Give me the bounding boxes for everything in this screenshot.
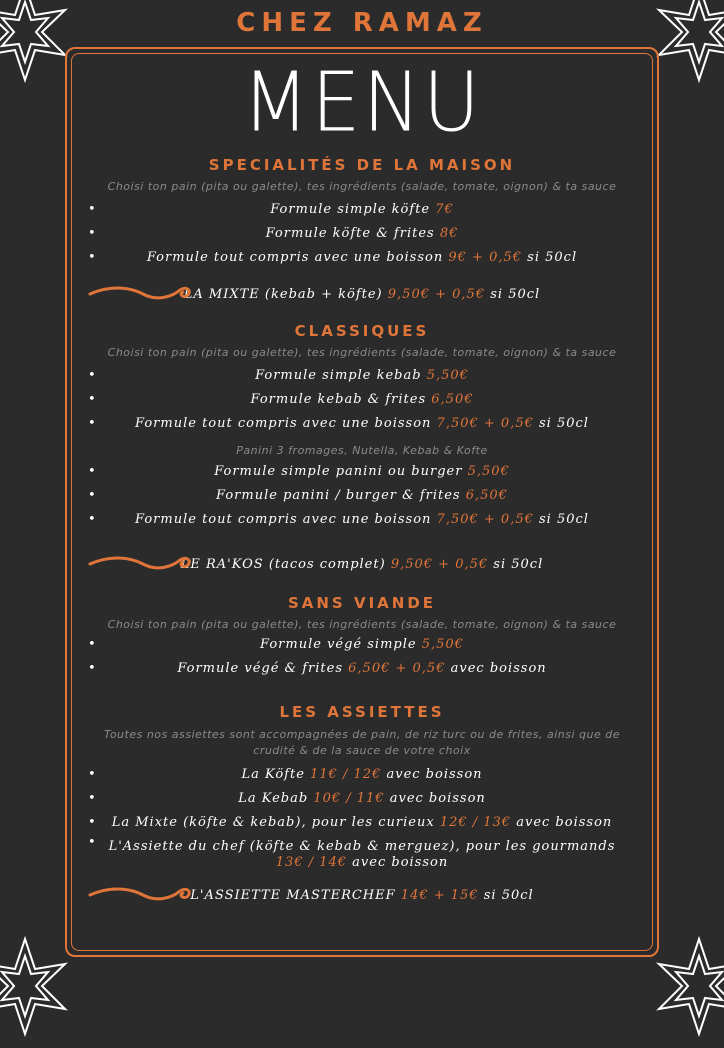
list-item: • Formule simple kebab 5,50€ (70, 364, 654, 388)
list-item: • Formule kebab & frites 6,50€ (70, 388, 654, 412)
section-specialites (70, 156, 654, 306)
list-item: • Formule simple köfte 7€ (70, 198, 654, 222)
list-item: • Formule tout compris avec une boisson 7,50€ + 0,5€ si 50cl (70, 412, 654, 436)
list-item: • Formule végé & frites 6,50€ + 0,5€ avec boisson (70, 657, 654, 681)
section-title: CLASSIQUES (294, 322, 430, 340)
page-title: MENU (241, 55, 483, 151)
section-title: SPECIALITÉS DE LA MAISON (208, 156, 516, 174)
list-item: • La Mixte (köfte & kebab), pour les curieux 12€ / 13€ avec boisson (70, 811, 654, 835)
swirl-ornament-icon (88, 282, 198, 304)
section-subtitle: Toutes nos assiettes sont accompagnées de pain, de riz turc ou de frites, ainsi que de crudité & de la sauce de votre choix (103, 728, 621, 757)
section-subtitle: Choisi ton pain (pita ou galette), tes ingrédients (salade, tomate, oignon) & ta sauce (107, 618, 617, 631)
swirl-ornament-icon (88, 552, 198, 574)
list-item: • Formule tout compris avec une boisson 9€ + 0,5€ si 50cl (70, 246, 654, 270)
list-item: • La Kebab 10€ / 11€ avec boisson (70, 787, 654, 811)
menu-content (70, 150, 654, 907)
corner-ornament-icon (654, 934, 724, 1044)
list-item: • Formule simple panini ou burger 5,50€ (70, 460, 654, 484)
section-subtitle: Choisi ton pain (pita ou galette), tes ingrédients (salade, tomate, oignon) & ta sauce (107, 180, 617, 193)
list-item: • Formule végé simple 5,50€ (70, 633, 654, 657)
corner-ornament-icon (0, 934, 70, 1044)
section-title: LES ASSIETTES (279, 703, 445, 721)
list-item: • Formule tout compris avec une boisson 7,50€ + 0,5€ si 50cl (70, 508, 654, 532)
restaurant-name: CHEZ RAMAZ (236, 8, 488, 38)
section-subtitle: Choisi ton pain (pita ou galette), tes ingrédients (salade, tomate, oignon) & ta sauce (107, 346, 617, 359)
special-item: LA MIXTE (kebab + köfte) 9,50€ + 0,5€ si 50cl (70, 284, 654, 306)
list-item: • L'Assiette du chef (köfte & kebab & merguez), pour les gourmands 13€ / 14€ avec boisson (70, 835, 654, 875)
section-classiques (70, 322, 654, 576)
list-item: • La Köfte 11€ / 12€ avec boisson (70, 763, 654, 787)
special-item: L'ASSIETTE MASTERCHEF 14€ + 15€ si 50cl (70, 885, 654, 907)
list-item: • Formule panini / burger & frites 6,50€ (70, 484, 654, 508)
section-assiettes (70, 703, 654, 907)
section-title: SANS VIANDE (287, 594, 437, 612)
swirl-ornament-icon (88, 883, 198, 905)
section-sans-viande (70, 594, 654, 681)
list-item: • Formule köfte & frites 8€ (70, 222, 654, 246)
section-subtitle: Panini 3 fromages, Nutella, Kebab & Kofte (236, 444, 488, 457)
special-item: LE RA'KOS (tacos complet) 9,50€ + 0,5€ si 50cl (70, 554, 654, 576)
